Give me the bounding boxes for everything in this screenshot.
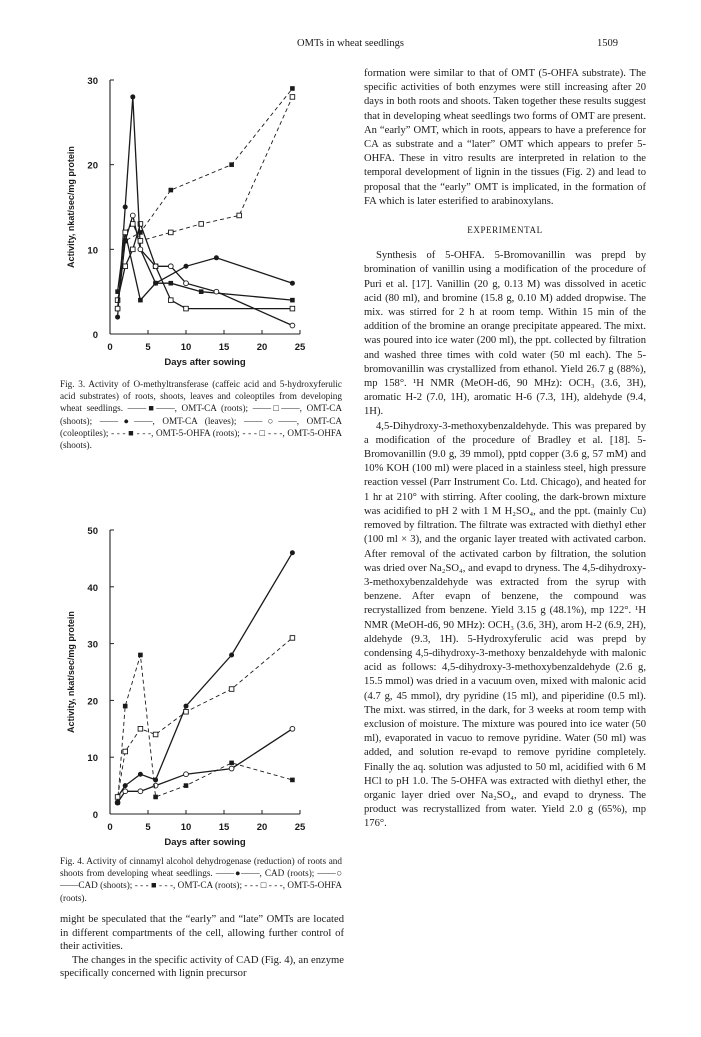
x-tick-label: 5 [145, 342, 151, 353]
y-tick-label: 30 [87, 639, 98, 651]
x-tick-label: 15 [218, 342, 230, 353]
section-heading-experimental: EXPERIMENTAL [467, 225, 543, 236]
x-tick-label: 0 [107, 822, 113, 833]
data-point-cad-shoots [123, 789, 128, 794]
series-line-omt-5-ohfa-shoots [118, 97, 293, 309]
right-column [364, 67, 646, 832]
y-tick-label: 10 [87, 245, 98, 257]
data-point-omt-5-ohfa-roots [153, 732, 158, 737]
series-line-omt-ca-leaves [118, 97, 293, 317]
data-point-omt-ca-roots [290, 298, 295, 303]
data-point-omt-ca-coleoptiles [214, 289, 219, 294]
data-point-omt-5-ohfa-roots [229, 162, 234, 167]
data-point-omt-5-ohfa-roots [138, 230, 143, 235]
data-point-omt-5-ohfa-roots [115, 795, 120, 800]
figure-3-chart [60, 72, 336, 372]
y-axis-label: Activity, nkat/sec/mg protein [66, 611, 76, 733]
chart-svg [60, 522, 336, 852]
data-point-cad-roots [229, 652, 234, 657]
y-axis-label: Activity, nkat/sec/mg protein [66, 146, 76, 268]
x-tick-label: 10 [180, 342, 192, 353]
x-axis-label: Days after sowing [164, 837, 246, 848]
data-point-omt-ca-coleoptiles [290, 323, 295, 328]
x-tick-label: 5 [145, 822, 151, 833]
series-line-cad-shoots [118, 729, 293, 803]
data-point-omt-ca-roots [115, 800, 120, 805]
data-point-omt-ca-coleoptiles [184, 281, 189, 286]
data-point-omt-ca-coleoptiles [130, 213, 135, 218]
data-point-omt-ca-roots [184, 783, 189, 788]
data-point-omt-ca-roots [290, 778, 295, 783]
data-point-omt-5-ohfa-shoots [138, 239, 143, 244]
series-line-omt-ca-roots [118, 655, 293, 803]
data-point-omt-5-ohfa-shoots [290, 95, 295, 100]
data-point-omt-ca-leaves [214, 255, 219, 260]
data-point-cad-roots [290, 550, 295, 555]
series-line-omt-5-ohfa-roots [118, 89, 293, 309]
data-point-omt-5-ohfa-shoots [237, 213, 242, 218]
data-point-omt-5-ohfa-roots [123, 749, 128, 754]
data-point-omt-5-ohfa-roots [290, 636, 295, 641]
data-point-omt-ca-roots [229, 761, 234, 766]
data-point-omt-ca-leaves [153, 281, 158, 286]
data-point-omt-5-ohfa-roots [123, 239, 128, 244]
data-point-omt-5-ohfa-roots [229, 687, 234, 692]
data-point-omt-ca-roots [169, 281, 174, 286]
data-point-omt-5-ohfa-shoots [169, 230, 174, 235]
x-tick-label: 20 [256, 342, 268, 353]
chart-svg [60, 72, 336, 372]
left-paragraph-2: The changes in the specific activity of CAD (Fig. 4), an enzyme specifically concerned with lignin precursor [60, 954, 344, 980]
y-tick-label: 20 [87, 696, 98, 708]
data-point-omt-ca-roots [153, 795, 158, 800]
data-point-cad-shoots [184, 772, 189, 777]
data-point-cad-shoots [290, 726, 295, 731]
x-axis-label: Days after sowing [164, 357, 246, 368]
data-point-omt-ca-coleoptiles [138, 247, 143, 252]
data-point-cad-roots [138, 772, 143, 777]
right-intro-paragraph: formation were similar to that of OMT (5-OHFA substrate). The specific activities of both enzymes were still increasing after 20 days in both roots and shoots. Taken together these results suggest that in developing wheat seedlings two forms of OMT are present. An “early” OMT, which in roots, appears to have a preference for CA as substrate and a “later” OMT which appears to prefer 5-OHFA. These in vitro results are interpreted in relation to the temporal development of lignin in the tissues (Fig. 2) and lead to proposal that the “early” OMT is implicated, in the formation of FA which is later esterified to arabinoxylans. [364, 68, 646, 207]
figure-4-caption: Fig. 4. Activity of cinnamyl alcohol dehydrogenase (reduction) of roots and shoots from developing wheat seedlings. ——●——, CAD (roots); ——○——CAD (shoots); - - - ■ - - -, OMT-CA (roots); - - - □ - - -, OMT-5-OHFA (roots). [60, 856, 342, 903]
data-point-omt-ca-roots [199, 289, 204, 294]
x-tick-label: 15 [218, 822, 230, 833]
data-point-omt-ca-leaves [115, 315, 120, 320]
data-point-omt-ca-coleoptiles [168, 264, 173, 269]
data-point-omt-5-ohfa-shoots [199, 222, 204, 227]
data-point-omt-5-ohfa-roots [290, 86, 295, 91]
data-point-omt-ca-coleoptiles [153, 264, 158, 269]
y-tick-label: 0 [92, 330, 98, 341]
data-point-omt-ca-roots [138, 653, 143, 658]
data-point-omt-ca-shoots [131, 247, 136, 252]
data-point-omt-ca-shoots [290, 306, 295, 311]
data-point-cad-roots [184, 704, 189, 709]
data-point-omt-ca-roots [123, 704, 128, 709]
data-point-omt-ca-shoots [184, 306, 189, 311]
data-point-omt-5-ohfa-roots [138, 727, 143, 732]
y-tick-label: 40 [87, 582, 98, 594]
x-tick-label: 10 [180, 822, 192, 833]
x-tick-label: 0 [107, 342, 113, 353]
data-point-cad-shoots [229, 766, 234, 771]
synthesis-paragraph: Synthesis of 5-OHFA. 5-Bromovanillin was prepd by bromination of vanillin using a modification of the procedure of Puri et al. [17]. Vanillin (20 g, 0.13 M) was dissolved in acetic acid (80 ml), and bromine (15.8 g, 0.10 M) added dropwise. The mix. was stirred for 2 h at room temp. Within 15 min of the addition of the bromine an orange precipitate appeared. The mixt. was poured into ice water (200 ml), the ppt. collected by filtration and washed three times with cold water (50 ml each). The 5-bromovanillin was crystallized from ethanol. Yield 26.7 g (88%), mp 158°. ¹H NMR (MeOH-d6, 90 MHz): OCH₃ (3.6, 3H), aromatic H-2 (7.0, 1H), aromatic H-6 (7.3, 1H), aldehyde (9.4, 1H). [364, 250, 646, 418]
dihydroxy-paragraph: 4,5-Dihydroxy-3-methoxybenzaldehyde. This was prepared by a modification of the procedure of Bradley et al. [18]. 5-Bromovanillin (9.0 g, 39 mmol), pptd copper (3.6 g, 57 mM) and 10% KOH (100 ml) were placed in a stainless steel, high pressure reaction vessel (Parr Instrument Co. Ltd. Chicago), and heated for 1 hr at 210° with stirring. After cooling, the dark-brown mixture was acidified to pH 2 with 1 M H₂SO₄, and the ppt. (mainly Cu) removed by filtration. The filtrate was extracted with diethyl ether (100 ml × 3), and the organic layer treated with activated carbon. After removal of the activated carbon by filtration, the solution was dried over Na₂SO₄, and evapd to dryness. The 4,5-dihydroxy-3-methoxybenzaldehyde was extracted from the syrup with benzene. After evapn of benzene, the compound was recrystallized from benzene. Yield 3.15 g (48.1%), mp 122°. ¹H NMR (MeOH-d6, 90 MHz): OCH₃ (3.6, 3H), arom H-2 (6.9, 2H), aldehyde (9.3, 1H). 5-Hydroxyferulic acid was prepd by condensing 4,5-dihydroxy-3-methoxy benzaldehyde with malonic acid as follows: 4,5-dihydroxy-3-methoxybenzaldehyde (2.6 g, 15.5 mmol) was dried in a vacuum oven, mixed with malonic acid (4.7 g, 45 mmol), dry pyridine (15 ml), and piperidine (0.5 ml). The mixt. was stirred, in the dark, for 3 weeks at room temp with exclusion of moisture. The mixture was poured into ice water (50 ml), evaporated in vacuo to remove pyridine. Water (50 ml) was added, and solution re-evapd to remove pyridine completely. Finally the aq. solution was adjusted to 50 ml, acidified with 6 M HCl to pH 1.0. The 5-OHFA was extracted with diethyl ether, the organic layer dried over Na₂SO₄, and evapd to dryness. The product was recrystallized from water. Yield 2.0 g (65%), mp 176°. [364, 420, 646, 830]
data-point-omt-5-ohfa-shoots [131, 222, 136, 227]
y-tick-label: 50 [87, 526, 98, 537]
data-point-omt-ca-shoots [169, 298, 174, 303]
data-point-omt-ca-leaves [184, 264, 189, 269]
y-tick-label: 20 [87, 160, 98, 172]
data-point-cad-roots [123, 783, 128, 788]
series-line-cad-roots [118, 553, 293, 797]
data-point-omt-ca-roots [138, 298, 143, 303]
data-point-omt-5-ohfa-shoots [123, 230, 128, 235]
data-point-omt-ca-leaves [130, 94, 135, 99]
x-tick-label: 25 [294, 822, 306, 833]
data-point-omt-5-ohfa-roots [184, 709, 189, 714]
figure-3-caption: Fig. 3. Activity of O-methyltransferase (caffeic acid and 5-hydroxyferulic acid substrates) of roots, shoots, leaves and coleoptiles from developing wheat seedlings. ——■——, OMT-CA (roots); ——□——, OMT-CA (shoots); ——●——, OMT-CA (leaves); ——○——, OMT-CA (coleoptiles); - - - ■ - - -, OMT-5-OHFA (roots); - - - □ - - -, OMT-5-OHFA (shoots). [60, 379, 342, 451]
data-point-cad-shoots [153, 783, 158, 788]
figure-4-chart [60, 522, 336, 852]
y-tick-label: 30 [87, 76, 98, 87]
data-point-cad-shoots [138, 789, 143, 794]
x-tick-label: 20 [256, 822, 268, 833]
data-point-omt-ca-leaves [123, 205, 128, 210]
series-line-omt-ca-roots [118, 232, 293, 300]
left-paragraph-1: might be speculated that the “early” and “late” OMTs are located in different compartments of the cell, allowing further control of their activities. [60, 914, 344, 953]
data-point-omt-ca-shoots [123, 264, 128, 269]
page-number: 1509 [597, 38, 618, 49]
data-point-omt-5-ohfa-roots [169, 188, 174, 193]
y-tick-label: 0 [92, 810, 98, 821]
series-line-omt-5-ohfa-roots [118, 638, 293, 797]
running-header [0, 38, 701, 54]
left-body-text [60, 913, 344, 981]
x-tick-label: 25 [294, 342, 306, 353]
running-title: OMTs in wheat seedlings [297, 38, 404, 49]
data-point-omt-5-ohfa-shoots [115, 306, 120, 311]
y-tick-label: 10 [87, 753, 98, 765]
data-point-omt-ca-leaves [290, 281, 295, 286]
